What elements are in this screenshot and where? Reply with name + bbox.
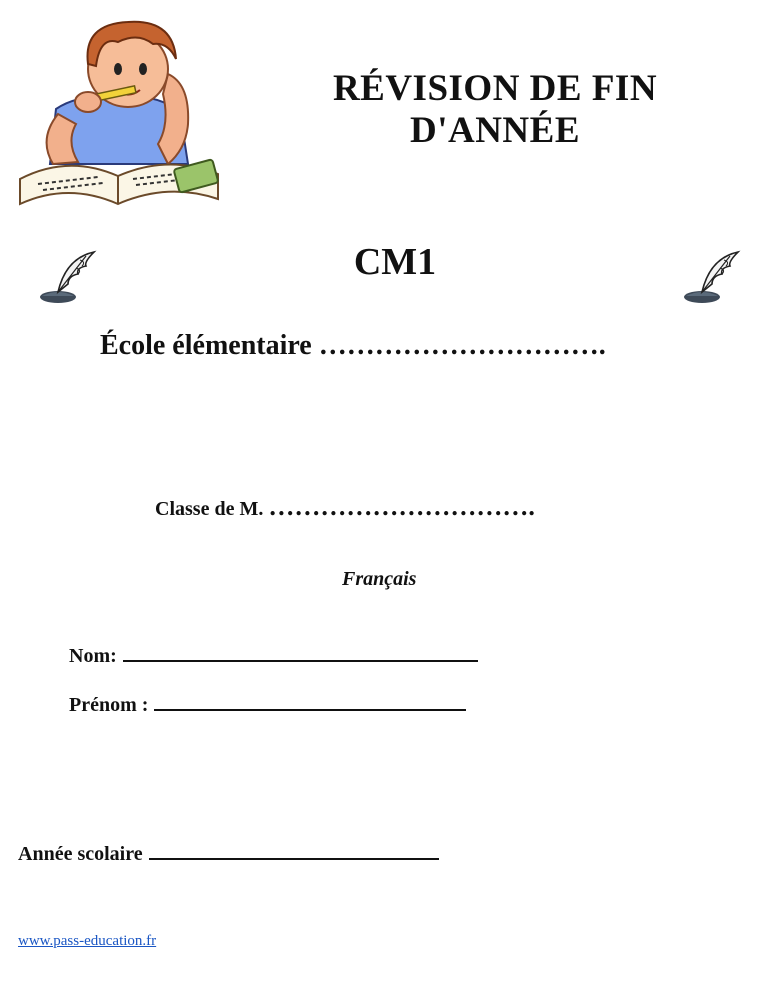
grade-level: CM1: [353, 241, 437, 283]
school-label: École élémentaire: [100, 330, 312, 361]
annee-blank-line[interactable]: [149, 840, 439, 860]
annee-label: Année scolaire: [18, 843, 143, 865]
title-line-2: D'ANNÉE: [409, 110, 581, 151]
prenom-blank-line[interactable]: [154, 691, 466, 711]
boy-studying-illustration: [18, 14, 230, 212]
prenom-label: Prénom :: [69, 694, 149, 716]
quill-inkwell-icon: [680, 248, 742, 306]
classe-line: [155, 492, 535, 522]
school-line: [100, 330, 606, 362]
nom-blank-line[interactable]: [123, 642, 478, 662]
footer-link[interactable]: www.pass-education.fr: [18, 933, 157, 949]
nom-field[interactable]: [69, 642, 478, 668]
classe-dots: ………………………….: [268, 492, 535, 521]
classe-label: Classe de M.: [155, 498, 264, 520]
subject: Français: [342, 568, 417, 590]
nom-label: Nom:: [69, 645, 117, 667]
quill-inkwell-icon: [36, 248, 98, 306]
annee-field[interactable]: [18, 840, 439, 866]
prenom-field[interactable]: [69, 691, 466, 717]
school-dots: ………………………….: [318, 330, 606, 361]
page-title: [300, 68, 690, 152]
title-line-1: RÉVISION DE FIN: [332, 68, 658, 109]
